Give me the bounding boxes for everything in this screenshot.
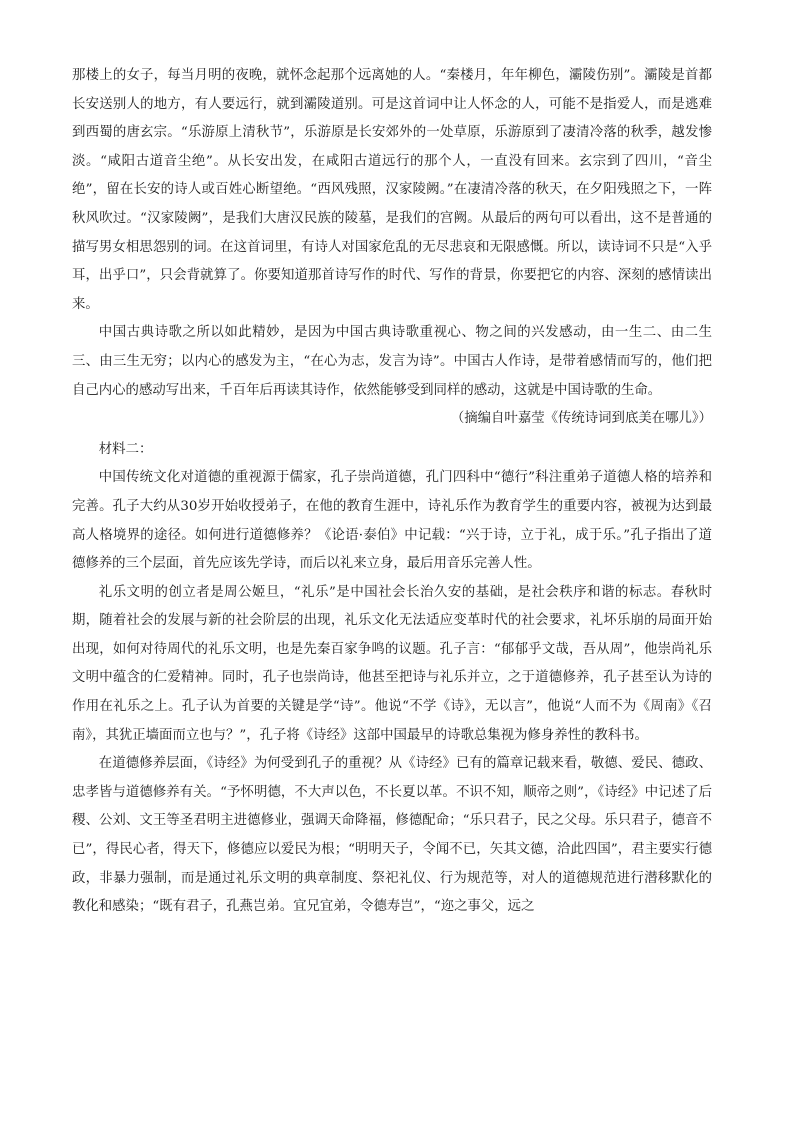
material-one-paragraph-2: 中国古典诗歌之所以如此精妙，是因为中国古典诗歌重视心、物之间的兴发感动，由一生二、由二生三、由三生无穷；以内心的感发为主，“在心为志，发言为诗”。中国古人作诗，是带着感情而写的，他们把自己内心的感动写出来，千百年后再读其诗作，依然能够受到同样的感动，这就是中国诗歌的生命。: [72, 325, 712, 398]
material-one-paragraph-1: 那楼上的女子，每当月明的夜晚，就怀念起那个远离她的人。“秦楼月，年年柳色，灞陵伤别”。灞陵是首都长安送别人的地方，有人要远行，就到灞陵道别。可是这首词中让人怀念的人，可能不是指爱人，而是逃难到西蜀的唐玄宗。“乐游原上清秋节”，乐游原是长安郊外的一处草原，乐游原到了凄清冷落的秋季，越发惨淡。“咸阳古道音尘绝”。从长安出发，在咸阳古道远行的那个人，一直没有回来。玄宗到了四川，“音尘绝”，留在长安的诗人或百姓心断望绝。“西风残照，汉家陵阙。”在凄清冷落的秋天，在夕阳残照之下，一阵秋风吹过。“汉家陵阙”，是我们大唐汉民族的陵墓，是我们的宫阙。从最后的两句可以看出，这不是普通的描写男女相思怨别的词。在这首词里，有诗人对国家危乱的无尽悲哀和无限感慨。所以，读诗词不只是“入乎耳，出乎口”，只会背就算了。你要知道那首诗写作的时代、写作的背景，你要把它的内容、深刻的感情读出来。: [72, 68, 712, 312]
material-two-paragraph-3: 在道德修养层面，《诗经》为何受到孔子的重视？从《诗经》已有的篇章记载来看，敬德、爱民、德政、忠孝皆与道德修养有关。“予怀明德，不大声以色，不长夏以革。不识不知，顺帝之则”，《诗经》中记述了后稷、公刘、文王等圣君明主进德修业，强调天命降福，修德配命；“乐只君子，民之父母。乐只君子，德音不已”，得民心者，得天下，修德应以爱民为根；“明明天子，令闻不已，矢其文德，洽此四国”，君主要实行德政，非暴力强制，而是通过礼乐文明的典章制度、祭祀礼仪、行为规范等，对人的道德规范进行潜移默化的教化和感染；“既有君子，孔燕岂弟。宜兄宜弟，令德寿岂”，“迩之事父，远之: [72, 756, 712, 915]
material-two-paragraph-1: 中国传统文化对道德的重视源于儒家，孔子崇尚道德，孔门四科中“德行”科注重弟子道德人格的培养和完善。孔子大约从30岁开始收授弟子，在他的教育生涯中，诗礼乐作为教育学生的重要内容，被视为达到最高人格境界的途径。如何进行道德修养？《论语·泰伯》中记载：“兴于诗，立于礼，成于乐。”孔子指出了道德修养的三个层面，首先应该先学诗，而后以礼来立身，最后用音乐完善人性。: [72, 470, 712, 572]
material-one-source: （摘编自叶嘉莹《传统诗词到底美在哪儿》）: [450, 411, 712, 427]
material-two-paragraph-2: 礼乐文明的创立者是周公姬旦，“礼乐”是中国社会长治久安的基础，是社会秩序和谐的标志。春秋时期，随着社会的发展与新的社会阶层的出现，礼乐文化无法适应变革时代的社会要求，礼坏乐崩的局面开始出现，如何对待周代的礼乐文明，也是先秦百家争鸣的议题。孔子言：“郁郁乎文哉，吾从周”，他崇尚礼乐文明中蕴含的仁爱精神。同时，孔子也崇尚诗，他甚至把诗与礼乐并立，之于道德修养，孔子甚至认为诗的作用在礼乐之上。孔子认为首要的关键是学“诗”。他说“不学《诗》，无以言”，他说“人而不为《周南》《召南》，其犹正墙面而立也与？”，孔子将《诗经》这部中国最早的诗歌总集视为修身养性的教科书。: [72, 584, 712, 743]
material-two-heading: 材料二：: [98, 441, 153, 457]
